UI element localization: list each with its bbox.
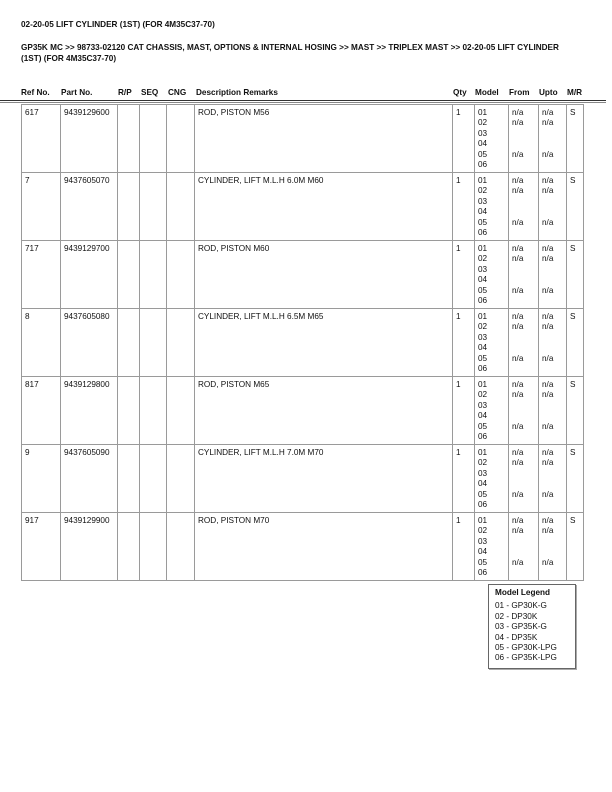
upto-value (542, 333, 566, 343)
from-value (512, 343, 538, 353)
seq-cell (140, 513, 167, 581)
header-from: From (509, 88, 530, 97)
cng-cell (167, 105, 195, 173)
from-value: n/a (512, 516, 524, 525)
model-value: 05 (478, 353, 488, 363)
from-cell (509, 105, 539, 173)
upto-value (542, 228, 566, 238)
mr-cell: S (567, 105, 584, 173)
legend-item: 04 - DP35K (495, 632, 538, 642)
legend-item: 02 - DP30K (495, 611, 538, 621)
model-value: 04 (478, 207, 488, 217)
upto-value (542, 401, 566, 411)
from-value (512, 197, 538, 207)
upto-cell (539, 445, 567, 513)
from-value (512, 228, 538, 238)
model-value: 05 (478, 557, 488, 567)
from-value: n/a (512, 448, 524, 457)
description-cell: CYLINDER, LIFT M.L.H 7.0M M70 (195, 445, 453, 513)
upto-value (542, 537, 566, 547)
upto-value: n/a (542, 149, 554, 159)
upto-value: n/a (542, 244, 554, 253)
upto-value (542, 479, 566, 489)
table-row (22, 309, 584, 377)
upto-value: n/a (542, 421, 554, 431)
table-row (22, 105, 584, 173)
table-row (22, 173, 584, 241)
from-value: n/a (512, 244, 524, 253)
upto-cell (539, 105, 567, 173)
table-row (22, 445, 584, 513)
from-value: n/a (512, 176, 524, 185)
model-value: 02 (478, 186, 488, 196)
upto-value: n/a (542, 118, 554, 128)
model-cell (475, 377, 509, 445)
model-value: 06 (478, 159, 488, 169)
model-value: 03 (478, 468, 488, 478)
from-value: n/a (512, 149, 524, 159)
from-cell (509, 445, 539, 513)
rp-cell (118, 173, 140, 241)
from-value (512, 265, 538, 275)
model-value: 06 (478, 363, 488, 373)
from-value (512, 568, 538, 578)
seq-cell (140, 241, 167, 309)
model-value: 03 (478, 332, 488, 342)
model-value: 02 (478, 254, 488, 264)
model-cell (475, 513, 509, 581)
qty-cell: 1 (453, 513, 475, 581)
part-no-cell: 9439129900 (61, 513, 118, 581)
model-cell (475, 445, 509, 513)
rp-cell (118, 445, 140, 513)
model-value: 06 (478, 295, 488, 305)
mr-cell: S (567, 241, 584, 309)
upto-value (542, 500, 566, 510)
model-cell (475, 241, 509, 309)
upto-value: n/a (542, 390, 554, 400)
from-value: n/a (512, 285, 524, 295)
from-value: n/a (512, 118, 524, 128)
model-cell (475, 105, 509, 173)
model-value: 01 (478, 108, 488, 117)
upto-value (542, 265, 566, 275)
model-value: 05 (478, 421, 488, 431)
mr-cell: S (567, 445, 584, 513)
from-cell (509, 173, 539, 241)
model-value: 03 (478, 196, 488, 206)
model-value: 03 (478, 128, 488, 138)
upto-value: n/a (542, 217, 554, 227)
model-value: 01 (478, 448, 488, 457)
from-value (512, 333, 538, 343)
upto-value: n/a (542, 526, 554, 536)
legend-item: 01 - GP30K-G (495, 601, 547, 611)
model-value: 01 (478, 244, 488, 253)
model-cell (475, 173, 509, 241)
rp-cell (118, 309, 140, 377)
from-cell (509, 513, 539, 581)
part-no-cell: 9439129600 (61, 105, 118, 173)
upto-value (542, 432, 566, 442)
header-seq: SEQ (141, 88, 159, 97)
upto-value: n/a (542, 489, 554, 499)
header-model: Model (475, 88, 499, 97)
model-value: 04 (478, 547, 488, 557)
cng-cell (167, 173, 195, 241)
qty-cell: 1 (453, 377, 475, 445)
upto-cell (539, 241, 567, 309)
description-cell: ROD, PISTON M70 (195, 513, 453, 581)
model-value: 01 (478, 380, 488, 389)
upto-value (542, 469, 566, 479)
upto-value: n/a (542, 322, 554, 332)
mr-cell: S (567, 173, 584, 241)
ref-no-cell: 7 (22, 173, 61, 241)
part-no-cell: 9439129700 (61, 241, 118, 309)
from-value (512, 275, 538, 285)
upto-value: n/a (542, 285, 554, 295)
upto-value (542, 207, 566, 217)
header-qty: Qty (453, 88, 467, 97)
upto-value (542, 547, 566, 557)
seq-cell (140, 173, 167, 241)
upto-cell (539, 309, 567, 377)
qty-cell: 1 (453, 309, 475, 377)
from-value (512, 139, 538, 149)
from-value (512, 411, 538, 421)
cng-cell (167, 513, 195, 581)
model-value: 04 (478, 275, 488, 285)
seq-cell (140, 445, 167, 513)
model-value: 02 (478, 322, 488, 332)
legend-item: 06 - GP35K-LPG (495, 653, 557, 663)
rp-cell (118, 105, 140, 173)
header-cng: CNG (168, 88, 187, 97)
header-mr: M/R (567, 88, 583, 97)
upto-value (542, 343, 566, 353)
upto-value (542, 296, 566, 306)
model-value: 02 (478, 458, 488, 468)
header-part-no: Part No. (61, 88, 93, 97)
model-value: 01 (478, 516, 488, 525)
page-title: 02-20-05 LIFT CYLINDER (1ST) (FOR 4M35C37-70) (21, 20, 215, 29)
upto-value: n/a (542, 186, 554, 196)
from-value: n/a (512, 322, 524, 332)
legend-item: 03 - GP35K-G (495, 622, 547, 632)
from-value (512, 401, 538, 411)
upto-value (542, 160, 566, 170)
model-value: 05 (478, 489, 488, 499)
model-value: 02 (478, 390, 488, 400)
upto-value: n/a (542, 557, 554, 567)
from-value (512, 129, 538, 139)
header-divider (0, 100, 606, 103)
from-value (512, 432, 538, 442)
rp-cell (118, 377, 140, 445)
from-value (512, 479, 538, 489)
model-value: 04 (478, 479, 488, 489)
upto-value (542, 364, 566, 374)
description-cell: ROD, PISTON M60 (195, 241, 453, 309)
from-value: n/a (512, 217, 524, 227)
mr-cell: S (567, 309, 584, 377)
model-value: 05 (478, 217, 488, 227)
mr-cell: S (567, 513, 584, 581)
qty-cell: 1 (453, 173, 475, 241)
upto-value: n/a (542, 176, 554, 185)
ref-no-cell: 917 (22, 513, 61, 581)
from-value: n/a (512, 421, 524, 431)
seq-cell (140, 105, 167, 173)
model-value: 04 (478, 411, 488, 421)
model-value: 06 (478, 431, 488, 441)
part-no-cell: 9437605090 (61, 445, 118, 513)
header-ref-no: Ref No. (21, 88, 50, 97)
from-cell (509, 309, 539, 377)
model-value: 04 (478, 139, 488, 149)
qty-cell: 1 (453, 445, 475, 513)
description-cell: ROD, PISTON M65 (195, 377, 453, 445)
ref-no-cell: 717 (22, 241, 61, 309)
rp-cell (118, 513, 140, 581)
breadcrumb: GP35K MC >> 98733-02120 CAT CHASSIS, MAST, OPTIONS & INTERNAL HOSING >> MAST >> TRIPLEX MAST >> 02-20-05 LIFT CYLINDER (1ST) (FOR 4M35C37-70) (21, 43, 559, 63)
upto-value: n/a (542, 448, 554, 457)
model-cell (475, 309, 509, 377)
model-value: 01 (478, 312, 488, 321)
part-no-cell: 9439129800 (61, 377, 118, 445)
model-value: 03 (478, 400, 488, 410)
from-value: n/a (512, 458, 524, 468)
model-value: 02 (478, 118, 488, 128)
upto-cell (539, 173, 567, 241)
model-value: 03 (478, 264, 488, 274)
upto-value: n/a (542, 312, 554, 321)
ref-no-cell: 817 (22, 377, 61, 445)
cng-cell (167, 445, 195, 513)
ref-no-cell: 8 (22, 309, 61, 377)
model-value: 04 (478, 343, 488, 353)
ref-no-cell: 9 (22, 445, 61, 513)
from-value: n/a (512, 312, 524, 321)
model-value: 01 (478, 176, 488, 185)
qty-cell: 1 (453, 241, 475, 309)
model-value: 05 (478, 285, 488, 295)
from-value (512, 547, 538, 557)
legend-item: 05 - GP30K-LPG (495, 643, 557, 653)
description-cell: CYLINDER, LIFT M.L.H 6.5M M65 (195, 309, 453, 377)
from-value: n/a (512, 254, 524, 264)
seq-cell (140, 377, 167, 445)
upto-cell (539, 377, 567, 445)
table-row (22, 377, 584, 445)
cng-cell (167, 241, 195, 309)
header-description: Description Remarks (196, 88, 278, 97)
part-no-cell: 9437605070 (61, 173, 118, 241)
description-cell: ROD, PISTON M56 (195, 105, 453, 173)
legend-title: Model Legend (495, 588, 551, 597)
model-legend (488, 584, 576, 669)
from-value (512, 364, 538, 374)
table-row (22, 241, 584, 309)
from-value: n/a (512, 186, 524, 196)
from-value: n/a (512, 380, 524, 389)
model-value: 03 (478, 536, 488, 546)
cng-cell (167, 377, 195, 445)
from-value: n/a (512, 353, 524, 363)
from-value (512, 500, 538, 510)
from-value: n/a (512, 489, 524, 499)
from-value: n/a (512, 108, 524, 117)
seq-cell (140, 309, 167, 377)
qty-cell: 1 (453, 105, 475, 173)
upto-value: n/a (542, 516, 554, 525)
mr-cell: S (567, 377, 584, 445)
from-value: n/a (512, 526, 524, 536)
upto-value: n/a (542, 380, 554, 389)
model-value: 02 (478, 526, 488, 536)
model-value: 06 (478, 227, 488, 237)
upto-value: n/a (542, 458, 554, 468)
header-upto: Upto (539, 88, 558, 97)
upto-value: n/a (542, 108, 554, 117)
part-no-cell: 9437605080 (61, 309, 118, 377)
parts-table (21, 104, 584, 581)
model-value: 05 (478, 149, 488, 159)
upto-value (542, 275, 566, 285)
from-value (512, 469, 538, 479)
description-cell: CYLINDER, LIFT M.L.H 6.0M M60 (195, 173, 453, 241)
upto-value (542, 411, 566, 421)
upto-value (542, 197, 566, 207)
cng-cell (167, 309, 195, 377)
header-rp: R/P (118, 88, 132, 97)
from-cell (509, 377, 539, 445)
upto-cell (539, 513, 567, 581)
from-value (512, 160, 538, 170)
from-cell (509, 241, 539, 309)
from-value (512, 207, 538, 217)
model-value: 06 (478, 567, 488, 577)
from-value: n/a (512, 557, 524, 567)
from-value (512, 537, 538, 547)
model-value: 06 (478, 499, 488, 509)
rp-cell (118, 241, 140, 309)
upto-value (542, 139, 566, 149)
table-row (22, 513, 584, 581)
upto-value (542, 568, 566, 578)
upto-value: n/a (542, 254, 554, 264)
upto-value: n/a (542, 353, 554, 363)
from-value (512, 296, 538, 306)
ref-no-cell: 617 (22, 105, 61, 173)
upto-value (542, 129, 566, 139)
from-value: n/a (512, 390, 524, 400)
